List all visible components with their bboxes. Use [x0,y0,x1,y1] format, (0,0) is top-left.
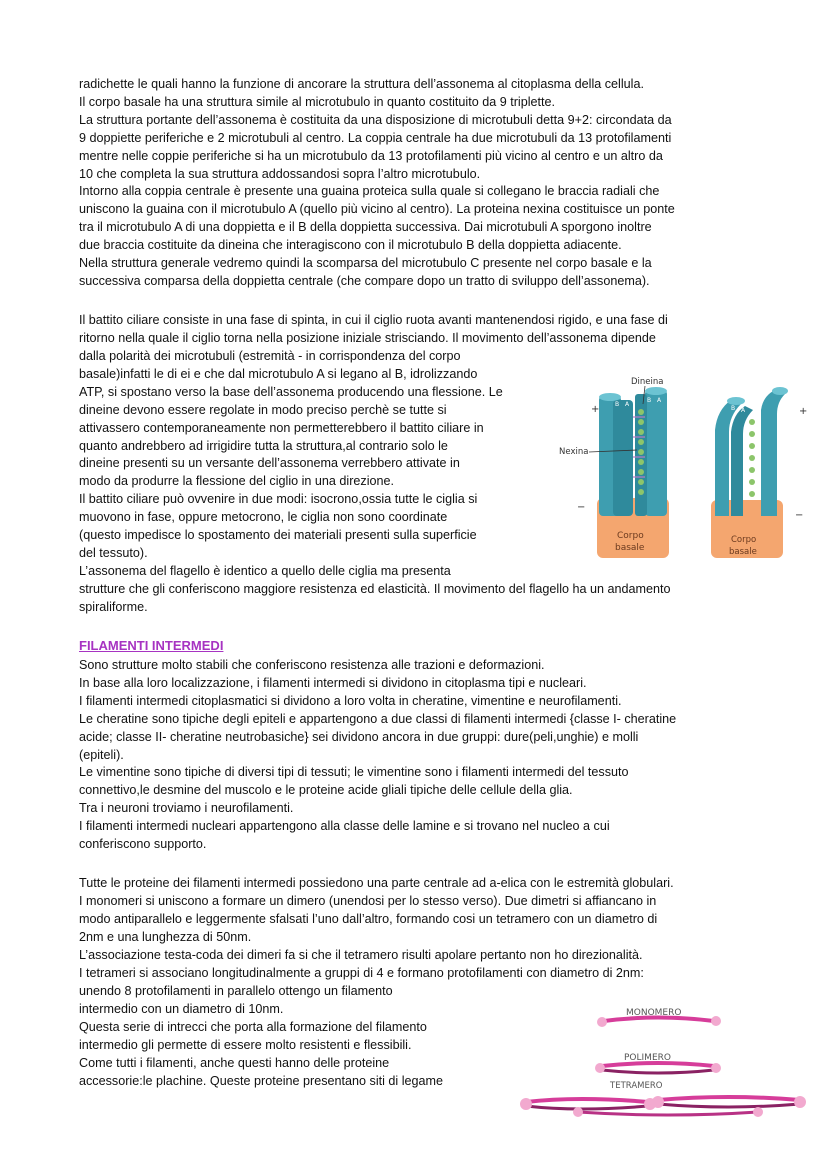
paragraph-plachine [79,983,499,1090]
text-line: Tutte le proteine dei filamenti intermedi possiedono una parte centrale ad a-elica con le estremità globulari. [79,876,674,890]
paragraph-flagellum [79,563,759,617]
label-a-right: A [741,407,746,414]
text-line: Sono strutture molto stabili che conferiscono resistenza alle trazioni e deformazioni. [79,658,545,672]
text-line: dineine devono essere regolate in modo preciso perchè se tutte si [79,402,447,417]
text-line: modo antiparallelo e leggermente sfalsati l’uno dall’altro, formando cosi un tetramero con un diametro di [79,911,658,926]
text-line: acide; classe II- cheratine neutrobasiche} sei dividono ancora in due gruppi: dure(peli,unghie) e molli [79,729,639,744]
label-b-left2: B [647,397,652,404]
text-line: successiva comparsa della doppietta centrale (che compare dopo un tratto di sviluppo dell’assonema). [79,273,650,288]
label-monomero: MONOMERO [626,1008,682,1018]
axoneme-illustration [555,370,815,565]
paragraph-filament-assembly [79,875,759,982]
text-line: del tessuto). [79,545,148,560]
text-line: accessorie:le plachine. Queste proteine presentano siti di legame [79,1073,444,1088]
label-minus-right: − [795,510,804,521]
text-line: uniscono la guaina con il microtubulo A (quello più vicino al centro). La proteina nexina costituisce un ponte [79,202,675,217]
text-line: Tra i neuroni troviamo i neurofilamenti. [79,801,294,816]
text-line: basale)infatti le di ei e che dal microtubulo A si legano al B, idrolizzando [79,366,478,381]
label-basale-right: basale [729,547,757,557]
text-line: dalla polarità dei microtubuli (estremità - in corrispondenza del corpo [79,349,461,363]
paragraph-ciliary-beat-intro [79,312,759,348]
text-line: I tetrameri si associano longitudinalmente a gruppi di 4 e formano protofilamenti con diametro di 2nm: [79,965,644,980]
text-line: Il corpo basale ha una struttura simile al microtubulo in quanto costituito da 9 triplette. [79,94,556,109]
label-plus-left: + [591,404,600,415]
text-line: La struttura portante dell’assonema è costituita da una disposizione di microtubuli detta 9+2: circondata da [79,112,672,127]
text-line: 2nm e una lunghezza di 50nm. [79,929,252,944]
text-line: muovono in fase, oppure metocrono, le ciglia non sono coordinate [79,510,448,525]
text-line: Questa serie di intrecci che porta alla formazione del filamento [79,1019,427,1034]
text-line: modo da produrre la flessione del ciglio in una direzione. [79,474,395,489]
text-line: intermedio gli permette di essere molto resistenti e flessibili. [79,1037,412,1052]
text-line: conferiscono supporto. [79,837,207,852]
tetramer-drawing [520,1096,806,1117]
text-line: I monomeri si uniscono a formare un dimero (unendosi per lo stesso verso). Due dimetri si affiancano in [79,893,657,908]
text-line: mentre nelle coppie periferiche si ha un microtubulo da 13 protofilamenti più vicino al centro e un altro da [79,148,663,163]
label-plus-right: + [799,406,808,417]
text-line: (epiteli). [79,747,124,762]
text-line: Il battito ciliare consiste in una fase di spinta, in cui il ciglio ruota avanti mantenendosi rigido, e una fase di [79,313,668,327]
text-line: I filamenti intermedi citoplasmatici si dividono a loro volta in cheratine, vimentine e neurofilamenti. [79,693,622,708]
polymer-drawing [595,1063,721,1073]
text-line: L’assonema del flagello è identico a quello delle ciglia ma presenta [79,564,451,578]
section-heading-intermediate-filaments: FILAMENTI INTERMEDI [79,638,224,653]
label-corpo-left: Corpo [617,531,644,541]
text-line: (questo impedisce lo spostamento dei materiali presenti sulla superficie [79,528,477,543]
paragraph-intermediate-filaments [79,657,759,854]
text-line: ATP, si spostano verso la base dell’assonema producendo una flessione. Le [79,384,503,399]
text-line: L’associazione testa-coda dei dimeri fa si che il tetramero risulti apolare pertanto non ho direzionalità. [79,947,643,962]
label-minus-left: − [577,502,586,513]
label-polimero: POLIMERO [624,1053,671,1063]
dynein-arms-right [749,419,755,497]
text-line: In base alla loro localizzazione, i filamenti intermedi si dividono in citoplasma tipi e nucleari. [79,675,587,690]
text-line: tra il microtubulo A di una doppietta e il B della doppietta successiva. Dai microtubuli A sporgono inoltre [79,220,652,235]
text-line: spiraliforme. [79,599,148,614]
text-line: Nella struttura generale vedremo quindi la scomparsa del microtubulo C presente nel corpo basale e la [79,256,652,271]
label-b-left: B [615,401,620,408]
dynein-arms-left [633,409,645,495]
label-nexina: Nexina [559,447,589,457]
text-line: 9 doppiette periferiche e 2 microtubuli al centro. La coppia centrale ha due microtubuli da 13 protofilamenti [79,130,672,145]
text-line: Come tutti i filamenti, anche questi hanno delle proteine [79,1055,390,1070]
text-line: ritorno nella quale il ciglio torna nella posizione iniziale strisciando. Il movimento dell’assonema dipende [79,330,656,345]
label-a-left2: A [657,397,662,404]
text-line: 10 che completa la sua struttura addossandosi sopra l’altro microtubulo. [79,166,481,181]
monomer-drawing [597,1016,721,1027]
label-a-left: A [625,401,630,408]
text-line: Le cheratine sono tipiche degli epiteli e appartengono a due classi di filamenti intermedi {classe I- cheratine [79,711,677,726]
text-line: intermedio con un diametro di 10nm. [79,1001,284,1016]
label-dineina: Dineina [631,377,664,387]
text-line: Le vimentine sono tipiche di diversi tipi di tessuti; le vimentine sono i filamenti intermedi del tessuto [79,765,629,780]
text-line: dineine presenti su un versante dell’assonema verrebbero attivate in [79,456,460,471]
text-line: Il battito ciliare può ovvenire in due modi: isocrono,ossia tutte le ciglia si [79,492,478,507]
text-line: connettivo,le desmine del muscolo e le proteine acide gliali tipiche delle cellule della glia. [79,783,573,798]
text-line: quanto andrebbero ad irrigidire tutta la struttura,al contrario solo le [79,438,448,453]
label-b-right: B [731,405,736,412]
paragraph-ciliary-beat [79,348,549,563]
paragraph-axoneme-structure [79,76,759,291]
text-line: attivassero contemporaneamente non permetterebbero il battito ciliare in [79,420,484,435]
intermediate-filament-illustration [518,1000,808,1125]
text-line: strutture che gli conferiscono maggiore resistenza ed elasticità. Il movimento del flagello ha un andamento [79,581,671,596]
text-line: Intorno alla coppia centrale è presente una guaina proteica sulla quale si collegano le braccia radiali che [79,184,660,199]
label-basale-left: basale [615,543,645,553]
text-line: I filamenti intermedi nucleari appartengono alla classe delle lamine e si trovano nel nucleo a cui [79,819,610,834]
label-tetramero: TETRAMERO [610,1081,663,1091]
text-line: unendo 8 protofilamenti in parallelo ottengo un filamento [79,984,393,998]
label-corpo-right: Corpo [731,535,757,545]
text-line: radichette le quali hanno la funzione di ancorare la struttura dell’assonema al citoplasma della cellula. [79,77,644,91]
text-line: due braccia costituite da dineina che interagiscono con il microtubulo B della doppietta adiacente. [79,238,622,253]
